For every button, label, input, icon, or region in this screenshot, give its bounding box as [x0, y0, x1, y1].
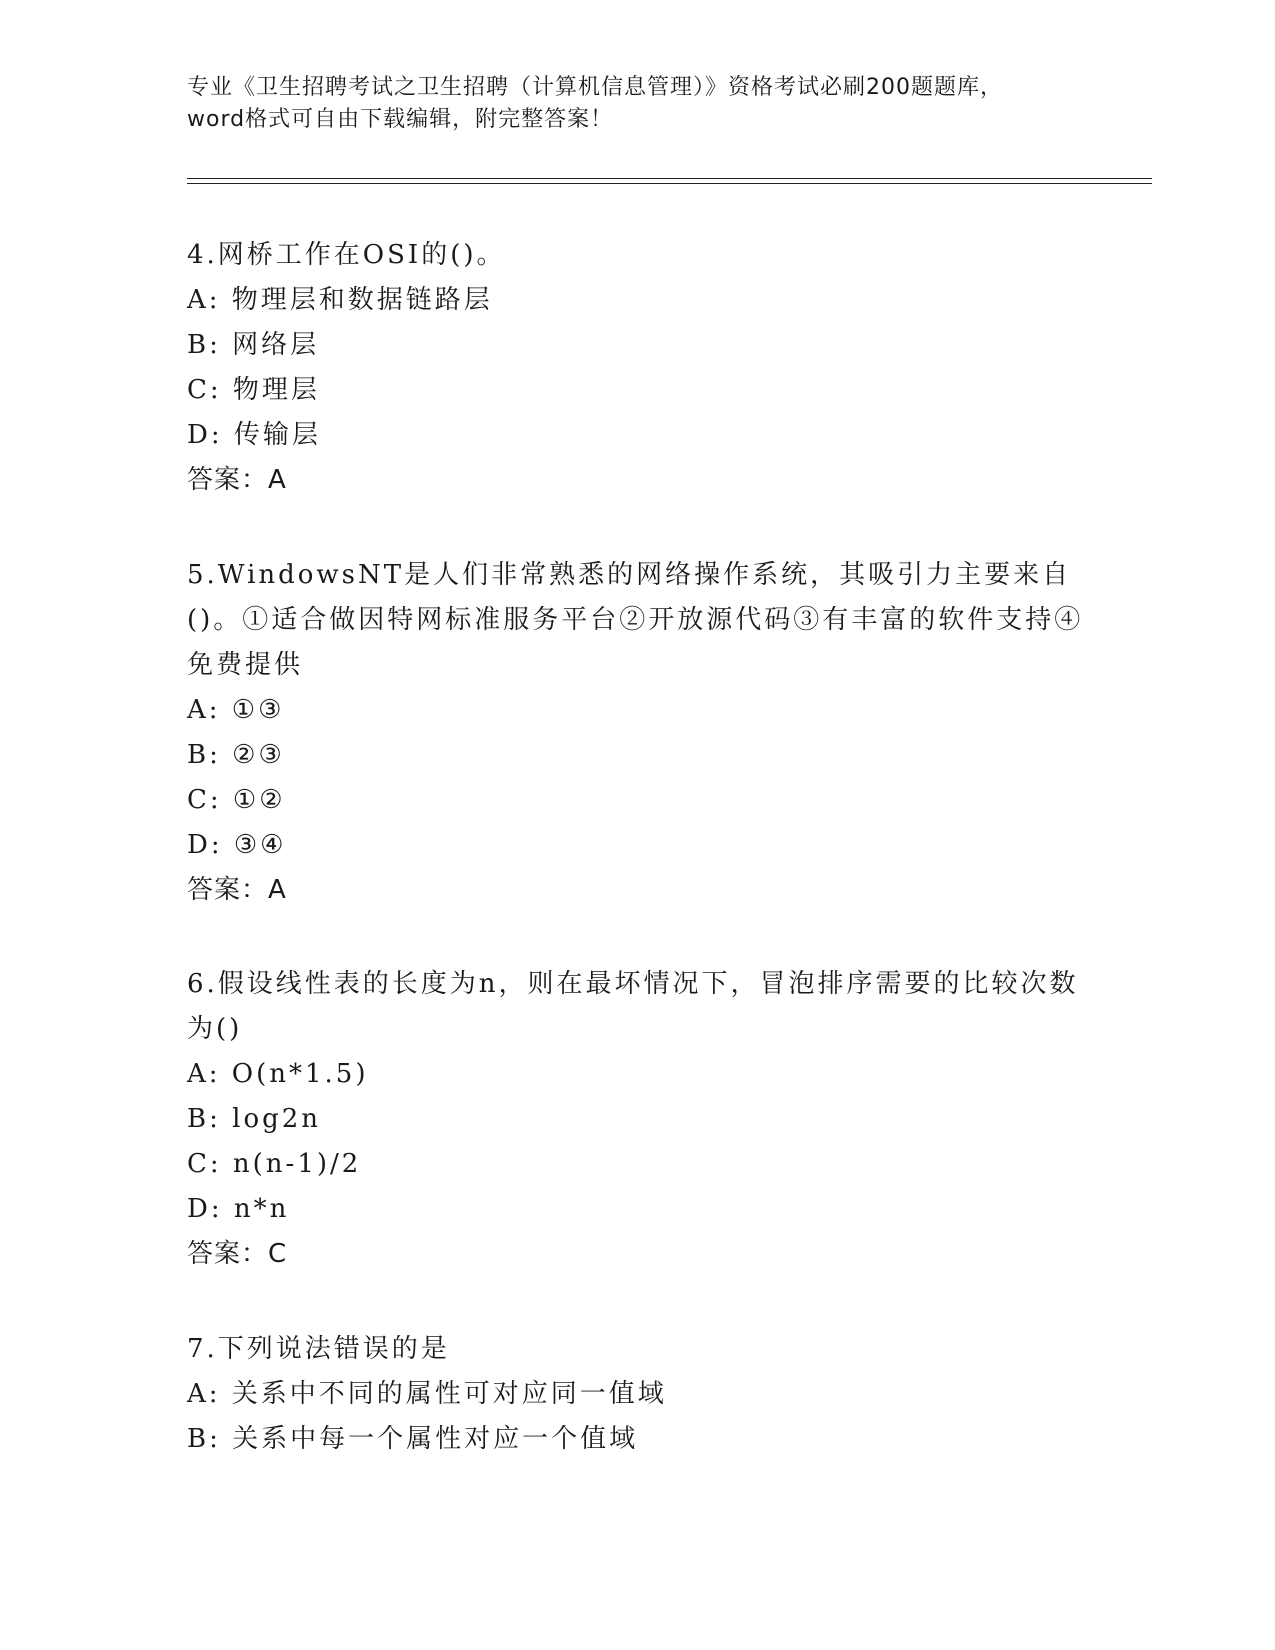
answer: 答案：C [187, 1239, 288, 1269]
question-stem: 5.WindowsNT是人们非常熟悉的网络操作系统，其吸引力主要来自()。①适合做因特网标准服务平台②开放源代码③有丰富的软件支持④免费提供 [187, 560, 1084, 680]
option-a: A: O(n*1.5) [187, 1059, 369, 1089]
option-d: D: n*n [187, 1194, 290, 1224]
question-6 [187, 962, 1087, 1277]
option-c: C: 物理层 [187, 375, 320, 405]
option-b: B: 关系中每一个属性对应一个值域 [187, 1424, 639, 1454]
option-d: D: 传输层 [187, 420, 321, 450]
header-divider-bottom [187, 183, 1152, 184]
answer: 答案：A [187, 465, 287, 495]
document-header [187, 72, 1087, 136]
option-a: A: 关系中不同的属性可对应同一值域 [187, 1379, 667, 1409]
answer: 答案：A [187, 875, 287, 905]
question-7 [187, 1327, 1087, 1462]
option-c: C: ①② [187, 785, 286, 815]
option-a: A: ①③ [187, 695, 285, 725]
header-divider-top [187, 178, 1152, 179]
option-b: B: 网络层 [187, 330, 320, 360]
option-d: D: ③④ [187, 830, 287, 860]
option-b: B: ②③ [187, 740, 285, 770]
header-line-2: word格式可自由下载编辑，附完整答案！ [187, 107, 614, 132]
option-b: B: log2n [187, 1104, 322, 1134]
question-5 [187, 553, 1087, 913]
option-a: A: 物理层和数据链路层 [187, 285, 493, 315]
question-stem: 7.下列说法错误的是 [187, 1334, 450, 1364]
header-line-1: 专业《卫生招聘考试之卫生招聘（计算机信息管理）》资格考试必刷200题题库， [187, 75, 1003, 100]
question-stem: 6.假设线性表的长度为n，则在最坏情况下，冒泡排序需要的比较次数为() [187, 969, 1079, 1044]
question-stem: 4.网桥工作在OSI的()。 [187, 240, 506, 270]
question-4 [187, 233, 1087, 503]
option-c: C: n(n-1)/2 [187, 1149, 362, 1179]
